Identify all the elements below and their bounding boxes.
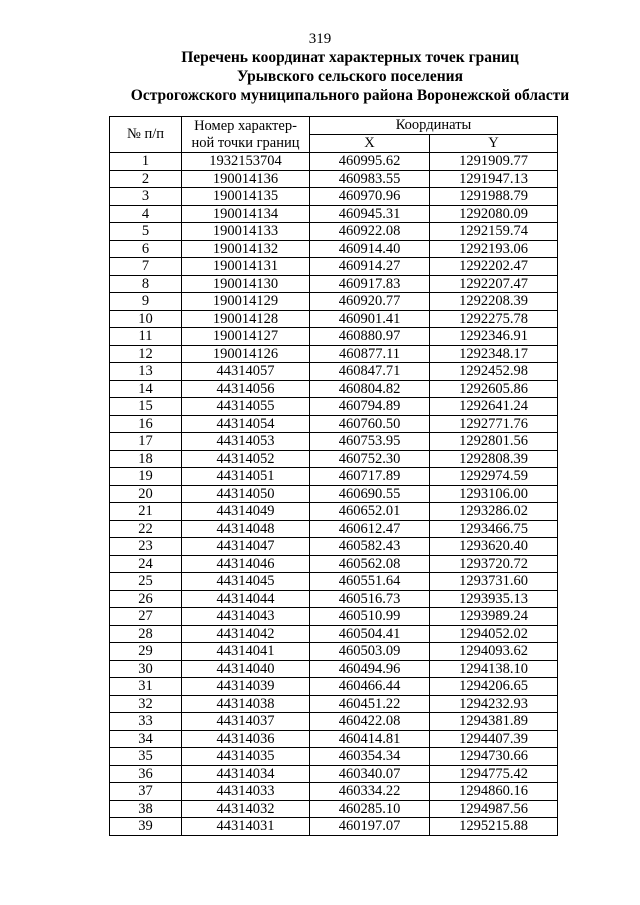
point-number: 44314046: [182, 555, 310, 573]
coord-x: 460914.40: [310, 240, 430, 258]
coord-y: 1294138.10: [430, 660, 558, 678]
point-number: 44314036: [182, 730, 310, 748]
table-row: [110, 695, 558, 713]
point-number: 190014133: [182, 223, 310, 241]
row-number: 23: [110, 538, 182, 556]
table-row: [110, 275, 558, 293]
point-number: 44314031: [182, 818, 310, 836]
table-row: [110, 170, 558, 188]
coord-y: 1293106.00: [430, 485, 558, 503]
coord-y: 1294775.42: [430, 765, 558, 783]
point-number: 190014129: [182, 293, 310, 311]
title-line-3: Острогожского муниципального района Воронежской области: [130, 87, 570, 104]
coord-x: 460562.08: [310, 555, 430, 573]
row-number: 11: [110, 328, 182, 346]
header-point-line-1: Номер характер-: [194, 117, 297, 134]
row-number: 6: [110, 240, 182, 258]
row-number: 32: [110, 695, 182, 713]
header-x: X: [310, 135, 430, 153]
row-number: 34: [110, 730, 182, 748]
row-number: 28: [110, 625, 182, 643]
coord-y: 1292275.78: [430, 310, 558, 328]
coord-x: 460516.73: [310, 590, 430, 608]
coord-x: 460334.22: [310, 783, 430, 801]
point-number: 44314050: [182, 485, 310, 503]
coord-y: 1294407.39: [430, 730, 558, 748]
table-header: [110, 117, 558, 153]
coord-y: 1292641.24: [430, 398, 558, 416]
coord-y: 1292193.06: [430, 240, 558, 258]
coord-x: 460690.55: [310, 485, 430, 503]
point-number: 190014135: [182, 188, 310, 206]
coord-y: 1294206.65: [430, 678, 558, 696]
table-row: [110, 188, 558, 206]
point-number: 190014128: [182, 310, 310, 328]
table-row: [110, 625, 558, 643]
document-title: [100, 48, 600, 105]
coord-x: 460551.64: [310, 573, 430, 591]
row-number: 4: [110, 205, 182, 223]
coord-y: 1292974.59: [430, 468, 558, 486]
coord-x: 460794.89: [310, 398, 430, 416]
coord-x: 460880.97: [310, 328, 430, 346]
row-number: 25: [110, 573, 182, 591]
point-number: 44314045: [182, 573, 310, 591]
table-row: [110, 730, 558, 748]
coordinates-table: [109, 116, 558, 836]
point-number: 44314055: [182, 398, 310, 416]
table-row: [110, 590, 558, 608]
point-number: 44314044: [182, 590, 310, 608]
coord-y: 1292346.91: [430, 328, 558, 346]
row-number: 1: [110, 153, 182, 171]
coord-y: 1294232.93: [430, 695, 558, 713]
coord-x: 460503.09: [310, 643, 430, 661]
point-number: 190014130: [182, 275, 310, 293]
coord-y: 1292202.47: [430, 258, 558, 276]
table-row: [110, 293, 558, 311]
coord-x: 460804.82: [310, 380, 430, 398]
coord-y: 1292159.74: [430, 223, 558, 241]
header-coordinates: Координаты: [310, 117, 558, 135]
coord-x: 460504.41: [310, 625, 430, 643]
coord-x: 460877.11: [310, 345, 430, 363]
point-number: 44314053: [182, 433, 310, 451]
row-number: 19: [110, 468, 182, 486]
coord-x: 460922.08: [310, 223, 430, 241]
row-number: 18: [110, 450, 182, 468]
table-row: [110, 555, 558, 573]
row-number: 15: [110, 398, 182, 416]
coord-x: 460354.34: [310, 748, 430, 766]
coord-x: 460422.08: [310, 713, 430, 731]
coord-x: 460847.71: [310, 363, 430, 381]
row-number: 21: [110, 503, 182, 521]
coord-x: 460451.22: [310, 695, 430, 713]
header-y: Y: [430, 135, 558, 153]
row-number: 2: [110, 170, 182, 188]
table-row: [110, 363, 558, 381]
table-row: [110, 713, 558, 731]
point-number: 44314035: [182, 748, 310, 766]
coord-y: 1295215.88: [430, 818, 558, 836]
point-number: 1932153704: [182, 153, 310, 171]
row-number: 17: [110, 433, 182, 451]
row-number: 30: [110, 660, 182, 678]
point-number: 44314054: [182, 415, 310, 433]
row-number: 36: [110, 765, 182, 783]
coord-x: 460285.10: [310, 800, 430, 818]
point-number: 44314033: [182, 783, 310, 801]
table-row: [110, 450, 558, 468]
coord-x: 460753.95: [310, 433, 430, 451]
coord-y: 1294052.02: [430, 625, 558, 643]
coord-y: 1293935.13: [430, 590, 558, 608]
row-number: 33: [110, 713, 182, 731]
row-number: 22: [110, 520, 182, 538]
header-point-number: [182, 117, 310, 153]
point-number: 190014131: [182, 258, 310, 276]
table-row: [110, 240, 558, 258]
coord-y: 1291909.77: [430, 153, 558, 171]
point-number: 190014127: [182, 328, 310, 346]
row-number: 38: [110, 800, 182, 818]
coord-x: 460901.41: [310, 310, 430, 328]
row-number: 26: [110, 590, 182, 608]
table-row: [110, 310, 558, 328]
table-row: [110, 345, 558, 363]
table-row: [110, 153, 558, 171]
coord-x: 460494.96: [310, 660, 430, 678]
row-number: 24: [110, 555, 182, 573]
coord-y: 1294381.89: [430, 713, 558, 731]
coord-x: 460983.55: [310, 170, 430, 188]
table-row: [110, 380, 558, 398]
table-row: [110, 503, 558, 521]
table-row: [110, 520, 558, 538]
row-number: 9: [110, 293, 182, 311]
point-number: 44314038: [182, 695, 310, 713]
table-row: [110, 398, 558, 416]
row-number: 37: [110, 783, 182, 801]
row-number: 29: [110, 643, 182, 661]
row-number: 39: [110, 818, 182, 836]
table-row: [110, 765, 558, 783]
coord-x: 460914.27: [310, 258, 430, 276]
header-point-line-2: ной точки границ: [191, 134, 300, 151]
table-row: [110, 573, 558, 591]
coord-y: 1293731.60: [430, 573, 558, 591]
coord-x: 460970.96: [310, 188, 430, 206]
table-row: [110, 818, 558, 836]
point-number: 44314040: [182, 660, 310, 678]
coord-y: 1292808.39: [430, 450, 558, 468]
point-number: 44314048: [182, 520, 310, 538]
coord-x: 460995.62: [310, 153, 430, 171]
coord-y: 1293620.40: [430, 538, 558, 556]
point-number: 190014132: [182, 240, 310, 258]
coord-x: 460717.89: [310, 468, 430, 486]
coord-x: 460920.77: [310, 293, 430, 311]
coord-y: 1292207.47: [430, 275, 558, 293]
coord-x: 460752.30: [310, 450, 430, 468]
coord-y: 1292801.56: [430, 433, 558, 451]
coord-y: 1293466.75: [430, 520, 558, 538]
table-body: [110, 153, 558, 836]
table-row: [110, 608, 558, 626]
coord-x: 460414.81: [310, 730, 430, 748]
point-number: 44314039: [182, 678, 310, 696]
table-row: [110, 783, 558, 801]
table-row: [110, 748, 558, 766]
point-number: 44314056: [182, 380, 310, 398]
coord-y: 1293720.72: [430, 555, 558, 573]
coord-x: 460945.31: [310, 205, 430, 223]
point-number: 44314051: [182, 468, 310, 486]
row-number: 13: [110, 363, 182, 381]
point-number: 44314032: [182, 800, 310, 818]
page-number: 319: [308, 31, 332, 47]
coord-x: 460760.50: [310, 415, 430, 433]
coord-y: 1293989.24: [430, 608, 558, 626]
coord-x: 460510.99: [310, 608, 430, 626]
coord-y: 1294860.16: [430, 783, 558, 801]
point-number: 44314042: [182, 625, 310, 643]
coord-y: 1291947.13: [430, 170, 558, 188]
row-number: 35: [110, 748, 182, 766]
coord-y: 1294730.66: [430, 748, 558, 766]
coord-y: 1294093.62: [430, 643, 558, 661]
table-row: [110, 678, 558, 696]
row-number: 3: [110, 188, 182, 206]
coord-y: 1292208.39: [430, 293, 558, 311]
table-row: [110, 468, 558, 486]
table-row: [110, 415, 558, 433]
point-number: 190014134: [182, 205, 310, 223]
point-number: 44314057: [182, 363, 310, 381]
coord-y: 1292348.17: [430, 345, 558, 363]
coord-x: 460612.47: [310, 520, 430, 538]
coord-x: 460340.07: [310, 765, 430, 783]
table-row: [110, 205, 558, 223]
table-row: [110, 660, 558, 678]
table-row: [110, 485, 558, 503]
row-number: 5: [110, 223, 182, 241]
coord-y: 1293286.02: [430, 503, 558, 521]
point-number: 44314047: [182, 538, 310, 556]
table-row: [110, 328, 558, 346]
point-number: 44314043: [182, 608, 310, 626]
row-number: 12: [110, 345, 182, 363]
table-row: [110, 643, 558, 661]
coord-y: 1292771.76: [430, 415, 558, 433]
table-row: [110, 538, 558, 556]
title-line-2: Урывского сельского поселения: [237, 68, 463, 85]
point-number: 190014136: [182, 170, 310, 188]
title-line-1: Перечень координат характерных точек границ: [181, 49, 519, 66]
row-number: 8: [110, 275, 182, 293]
row-number: 27: [110, 608, 182, 626]
table-row: [110, 223, 558, 241]
table-row: [110, 258, 558, 276]
coord-y: 1292452.98: [430, 363, 558, 381]
coord-y: 1294987.56: [430, 800, 558, 818]
row-number: 16: [110, 415, 182, 433]
row-number: 7: [110, 258, 182, 276]
point-number: 190014126: [182, 345, 310, 363]
coord-x: 460197.07: [310, 818, 430, 836]
coord-y: 1292605.86: [430, 380, 558, 398]
point-number: 44314052: [182, 450, 310, 468]
point-number: 44314049: [182, 503, 310, 521]
point-number: 44314037: [182, 713, 310, 731]
table-row: [110, 433, 558, 451]
coord-x: 460466.44: [310, 678, 430, 696]
row-number: 31: [110, 678, 182, 696]
row-number: 14: [110, 380, 182, 398]
header-number: № п/п: [110, 117, 182, 153]
row-number: 10: [110, 310, 182, 328]
point-number: 44314041: [182, 643, 310, 661]
row-number: 20: [110, 485, 182, 503]
point-number: 44314034: [182, 765, 310, 783]
coord-x: 460652.01: [310, 503, 430, 521]
table-row: [110, 800, 558, 818]
coord-x: 460917.83: [310, 275, 430, 293]
coord-x: 460582.43: [310, 538, 430, 556]
coord-y: 1291988.79: [430, 188, 558, 206]
coord-y: 1292080.09: [430, 205, 558, 223]
